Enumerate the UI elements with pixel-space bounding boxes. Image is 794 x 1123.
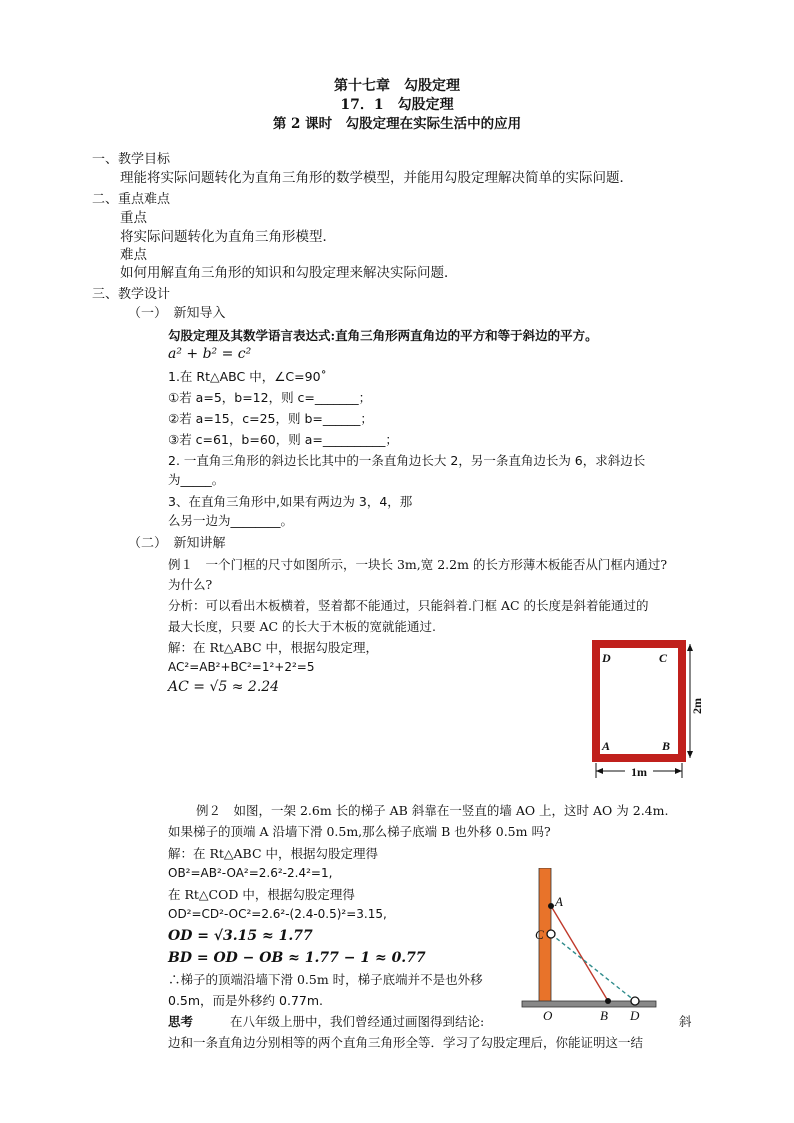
solution-1-line-1: 解：在 Rt△ABC 中，根据勾股定理， xyxy=(168,640,379,655)
theorem-review: 勾股定理及其数学语言表达式:直角三角形两直角边的平方和等于斜边的平方。 xyxy=(168,328,598,343)
question-1a: ①若 a=5，b=12，则 c=_______； xyxy=(168,390,372,405)
solution-2-line-6: BD = OD − OB ≈ 1.77 − 1 ≈ 0.77 xyxy=(168,950,426,966)
point-b xyxy=(605,998,611,1004)
question-1c: ③若 c=61，b=60，则 a=__________； xyxy=(168,432,398,447)
question-3-line-2: 么另一边为________。 xyxy=(168,513,294,528)
width-arrow-left xyxy=(596,768,603,774)
pythagorean-formula: a² + b² = c² xyxy=(168,346,252,362)
example-2-line-1: 例２ 如图，一架 2.6m 长的梯子 AB 斜靠在一竖直的墙 AO 上，这时 AO 为 2.4m. xyxy=(196,803,669,818)
question-1b: ②若 a=15，c=25，则 b=______； xyxy=(168,411,373,426)
think-label: 思考 xyxy=(168,1014,194,1029)
key-point-label: 重点 xyxy=(120,210,147,226)
conclusion-line-2: 0.5m，而是外移约 0.77m. xyxy=(168,993,324,1008)
part-1-heading: （一） 新知导入 xyxy=(128,306,226,321)
question-2-line-2: 为_____。 xyxy=(168,472,225,487)
ladder-figure xyxy=(510,868,660,1023)
think-line-1-tail: 斜 xyxy=(679,1014,692,1029)
chapter-title: 第十七章 勾股定理 xyxy=(334,78,460,94)
ladder-label-o: O xyxy=(543,1008,553,1023)
think-line-1: 在八年级上册中，我们曾经通过画图得到结论: xyxy=(230,1014,485,1029)
section-2-heading: 二、重点难点 xyxy=(92,192,171,207)
difficulty-label: 难点 xyxy=(120,247,147,263)
point-d xyxy=(631,997,639,1005)
think-line-2: 边和一条直角边分别相等的两个直角三角形全等．学习了勾股定理后，你能证明这一结 xyxy=(168,1035,644,1050)
question-2-line-1: 2. 一直角三角形的斜边长比其中的一条直角边长大 2，另一条直角边长为 6，求斜边长 xyxy=(168,453,646,468)
width-label: 1m xyxy=(631,765,647,779)
objective-text: 理能将实际问题转化为直角三角形的数学模型，并能用勾股定理解决简单的实际问题． xyxy=(120,170,633,186)
part-2-heading: （二） 新知讲解 xyxy=(128,536,226,551)
solution-2-line-3: 在 Rt△COD 中，根据勾股定理得 xyxy=(168,887,355,902)
ladder-ab xyxy=(551,906,608,1001)
width-arrow-right xyxy=(675,768,682,774)
solution-2-line-2: OB²=AB²-OA²=2.6²-2.4²=1, xyxy=(168,866,333,880)
height-arrow-top xyxy=(687,644,693,651)
height-arrow-bottom xyxy=(687,751,693,758)
section-1-heading: 一、教学目标 xyxy=(92,152,171,167)
conclusion-line-1: ∴梯子的顶端沿墙下滑 0.5m 时，梯子底端并不是也外移 xyxy=(168,972,483,987)
section-title: 17．1 勾股定理 xyxy=(340,97,454,113)
door-frame-figure xyxy=(585,638,715,786)
ladder-label-d: D xyxy=(630,1008,640,1023)
solution-2-line-5: OD = √3.15 ≈ 1.77 xyxy=(168,928,313,944)
door-label-d: D xyxy=(602,651,611,665)
question-1: 1.在 Rt△ABC 中，∠C=90˚ xyxy=(168,369,327,384)
solution-1-line-2: AC²=AB²+BC²=1²+2²=5 xyxy=(168,660,315,674)
solution-2-line-4: OD²=CD²-OC²=2.6²-(2.4-0.5)²=3.15, xyxy=(168,907,387,921)
door-label-b: B xyxy=(662,739,671,753)
example-2-line-2: 如果梯子的顶端 A 沿墙下滑 0.5m,那么梯子底端 B 也外移 0.5m 吗? xyxy=(168,824,551,839)
analysis-line-2: 最大长度，只要 AC 的长大于木板的宽就能通过. xyxy=(168,619,437,634)
key-point-text: 将实际问题转化为直角三角形模型． xyxy=(120,229,336,245)
solution-2-line-1: 解：在 Rt△ABC 中，根据勾股定理得 xyxy=(168,846,379,861)
height-label: 2m xyxy=(690,698,704,714)
door-label-a: A xyxy=(602,739,611,753)
example-1-line-2: 为什么? xyxy=(168,577,213,592)
door-label-c: C xyxy=(659,651,668,665)
difficulty-text: 如何用解直角三角形的知识和勾股定理来解决实际问题． xyxy=(120,265,458,281)
question-3-line-1: 3、在直角三角形中,如果有两边为 3，4，那 xyxy=(168,494,413,509)
ladder-cd-dashed xyxy=(551,934,635,1001)
point-a xyxy=(548,903,554,909)
example-1-line-1: 例１ 一个门框的尺寸如图所示，一块长 3m,宽 2.2m 的长方形薄木板能否从门框内通过? xyxy=(168,557,668,572)
section-3-heading: 三、教学设计 xyxy=(92,287,171,302)
point-c xyxy=(547,930,555,938)
ladder-label-a: A xyxy=(555,894,563,909)
ladder-label-b: B xyxy=(600,1008,608,1023)
ladder-label-c: C xyxy=(535,927,544,942)
solution-1-line-3: AC = √5 ≈ 2.24 xyxy=(168,679,280,695)
analysis-line-1: 分析：可以看出木板横着，竖着都不能通过，只能斜着.门框 AC 的长度是斜着能通过的 xyxy=(168,598,649,613)
lesson-title: 第 2 课时 勾股定理在实际生活中的应用 xyxy=(272,116,522,132)
